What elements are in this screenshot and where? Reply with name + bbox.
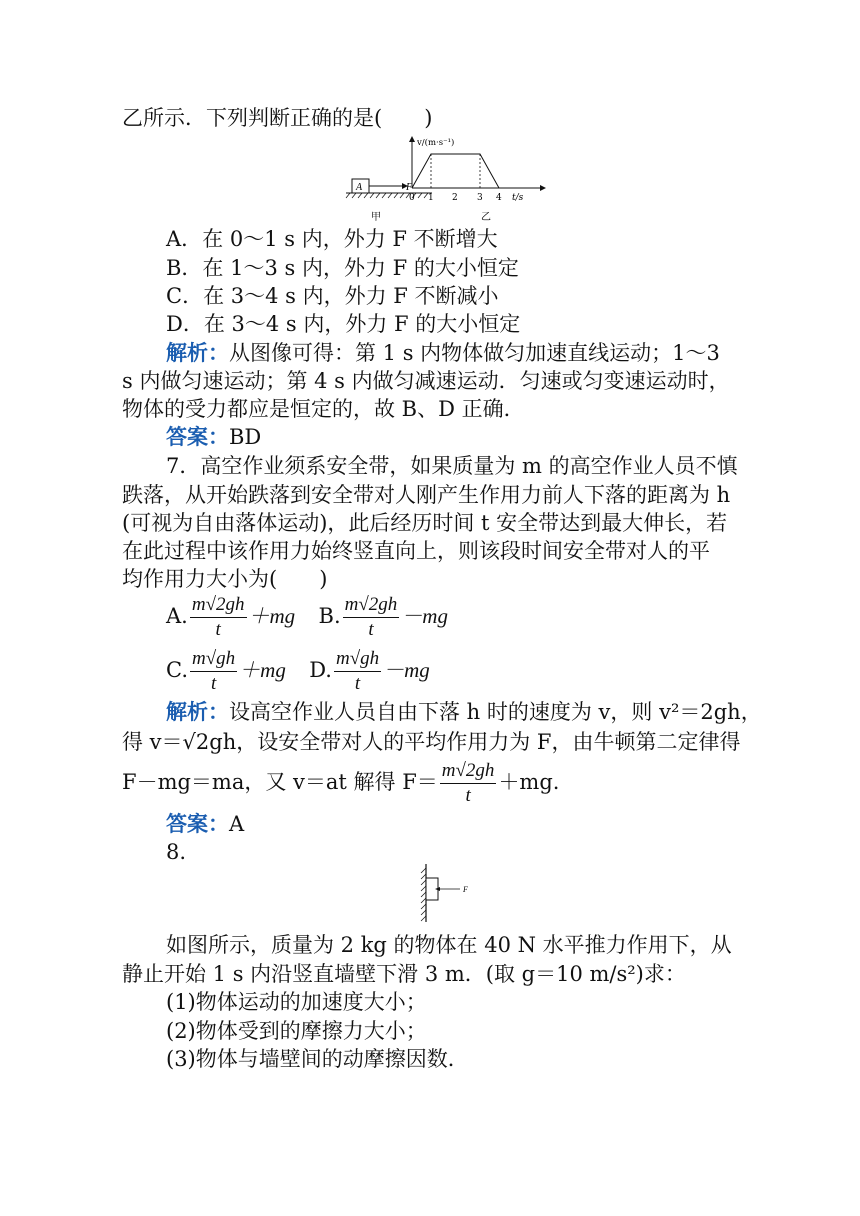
q6-option-b: B．在 1～3 s 内，外力 F 的大小恒定 [166,256,519,280]
q6-stem-tail: 乙所示．下列判断正确的是( ) [122,106,433,130]
q7-stem-line-5: 均作用力大小为( ) [122,567,328,591]
caption-yi: 乙 [481,212,491,223]
q6-analysis-line-1: 解析：从图像可得：第 1 s 内物体做匀加速直线运动；1～3 [166,340,720,365]
q6-analysis-line-2: s 内做匀速运动；第 4 s 内做匀减速运动．匀速或匀变速运动时， [122,369,730,393]
tick-4: 4 [496,193,502,203]
vt-graph [409,136,546,223]
tick-2: 2 [452,193,458,203]
q8-stem-line-2: 静止开始 1 s 内沿竖直墙壁下滑 3 m．(取 g＝10 m/s²)求： [122,962,686,986]
q6-answer: 答案：BD [166,424,262,449]
q8-figure [418,862,478,924]
q8-sub-1: (1)物体运动的加速度大小； [166,990,427,1014]
q8-stem-line-1: 如图所示，质量为 2 kg 的物体在 40 N 水平推力作用下，从 [166,933,732,957]
caption-jia: 甲 [371,212,381,223]
q6-figure [340,136,560,228]
block-a-label: A [356,182,363,193]
q6-option-a: A．在 0～1 s 内，外力 F 不断增大 [166,227,498,251]
q6-option-d: D．在 3～4 s 内，外力 F 的大小恒定 [166,312,521,336]
block-diagram [346,179,432,223]
q7-stem-line-3: (可视为自由落体运动)，此后经历时间 t 安全带达到最大伸长，若 [122,511,728,535]
q8-sub-3: (3)物体与墙壁间的动摩擦因数． [166,1047,469,1071]
q8-sub-2: (2)物体受到的摩擦力大小； [166,1019,427,1043]
force-label: F [406,182,413,193]
q7-answer: 答案：A [166,811,245,836]
velocity-line [412,154,499,188]
q6-analysis-line-3: 物体的受力都应是恒定的，故 B、D 正确． [122,397,525,421]
q7-options-row-2 [166,646,430,696]
q6-option-c: C．在 3～4 s 内，外力 F 不断减小 [166,284,499,308]
q7-option-a: A. $\frac{m√2gh}{t}$ ＋mg [166,594,296,640]
t-axis-label: t/s [512,193,524,203]
q7-options-row-1 [166,592,448,642]
q7-analysis-line-3: F－mg＝ma，又 v＝at 解得 F＝ $\frac{m√2gh}{t}$ ＋mg. [122,760,560,806]
push-force-label: F [463,885,468,894]
q6-analysis-label: 解析： [166,340,229,365]
q7-option-c: C. $\frac{m√gh}{t}$ ＋mg [166,648,286,694]
q7-analysis-line-1: 解析：设高空作业人员自由下落 h 时的速度为 v，则 v²＝2gh， [166,699,762,724]
q7-stem-line-4: 在此过程中该作用力始终竖直向上，则该段时间安全带对人的平 [122,539,710,563]
q7-option-b: B. $\frac{m√2gh}{t}$ －mg [318,594,448,640]
q8-number: 8. [166,840,187,864]
q7-option-d: D. $\frac{m√gh}{t}$ －mg [309,648,430,694]
v-axis-label: v/(m·s⁻¹) [417,138,455,148]
q7-stem-line-2: 跌落，从开始跌落到安全带对人刚产生作用力前人下落的距离为 h [122,483,731,507]
tick-3: 3 [477,193,483,203]
q7-analysis-line-2: 得 v＝√2gh，设安全带对人的平均作用力为 F，由牛顿第二定律得 [122,730,741,754]
tick-1: 1 [428,193,434,203]
tick-0: 0 [409,193,415,203]
q7-stem-line-1: 7．高空作业须系安全带，如果质量为 m 的高空作业人员不慎 [166,454,738,478]
